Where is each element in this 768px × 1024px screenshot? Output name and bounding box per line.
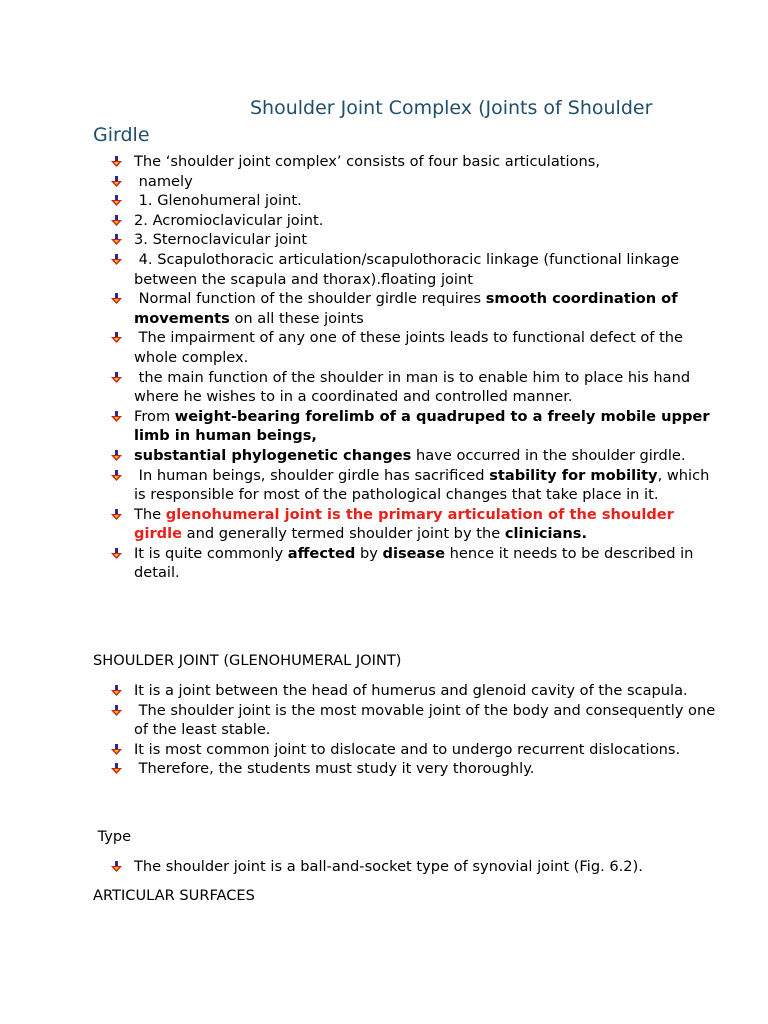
arrow-bullet-icon	[111, 744, 122, 756]
text-run: The ‘shoulder joint complex’ consists of four basic articulations,	[134, 153, 600, 170]
arrow-bullet-icon	[111, 548, 122, 560]
text-run: It is most common joint to dislocate and to undergo recurrent dislocations.	[134, 740, 681, 758]
arrow-bullet-icon	[111, 861, 122, 873]
text-run: 4. Scapulothoracic articulation/scapulothoracic linkage (functional linkage between the scapula and thorax).floating joint	[134, 250, 684, 288]
arrow-bullet-icon	[111, 411, 122, 423]
emphasis-text: affected	[287, 544, 356, 562]
bullet-list-complex	[0, 152, 768, 583]
list-item	[0, 544, 768, 583]
bullet-list-shoulder-joint	[0, 681, 768, 779]
text-run: on all these joints	[229, 309, 364, 327]
text-run: namely	[134, 172, 193, 190]
text-run: The	[134, 505, 166, 523]
list-item	[0, 466, 768, 505]
emphasis-text: clinicians.	[504, 525, 587, 543]
arrow-bullet-icon	[111, 234, 122, 246]
text-run: Normal function of the shoulder girdle requires	[134, 290, 486, 308]
list-item	[0, 505, 768, 544]
text-run: 3. Sternoclavicular joint	[134, 231, 308, 249]
text-run: It is a joint between the head of humerus and glenoid cavity of the scapula.	[134, 682, 688, 699]
text-run: The impairment of any one of these joints leads to functional defect of the whole complex.	[134, 329, 688, 366]
list-item	[0, 211, 768, 231]
text-run: the main function of the shoulder in man is to enable him to place his hand where he wishes to in a coordinated and controlled manner.	[134, 368, 695, 406]
emphasis-text: substantial phylogenetic changes	[134, 446, 412, 464]
text-run: , which is responsible for most of the pathological changes that take place in it.	[134, 466, 715, 504]
list-item	[0, 701, 768, 740]
text-run: From	[134, 407, 175, 425]
page-title: Shoulder Joint Complex (Joints of Shoulder Girdle	[93, 97, 653, 146]
arrow-bullet-icon	[111, 763, 122, 775]
arrow-bullet-icon	[111, 372, 122, 384]
arrow-bullet-icon	[111, 156, 122, 168]
list-item	[0, 407, 768, 446]
section-heading-articular-surfaces: ARTICULAR SURFACES	[93, 887, 255, 904]
arrow-bullet-icon	[111, 293, 122, 305]
list-item	[0, 250, 768, 289]
text-run: by	[355, 544, 383, 562]
section-heading-shoulder-joint: SHOULDER JOINT (GLENOHUMERAL JOINT)	[93, 652, 402, 669]
list-item	[0, 857, 768, 877]
emphasis-text: stability for mobility	[489, 466, 658, 484]
text-run: hence it needs to be described in detail.	[134, 544, 699, 582]
bullet-list-type	[0, 857, 768, 877]
arrow-bullet-icon	[111, 450, 122, 462]
emphasis-text: glenohumeral joint is the primary articulation of the shoulder girdle	[134, 505, 679, 543]
list-item	[0, 328, 768, 367]
text-run: In human beings, shoulder girdle has sacrificed	[134, 466, 490, 484]
text-run: have occurred in the shoulder girdle.	[411, 446, 686, 464]
text-run: The shoulder joint is the most movable joint of the body and consequently one of the least stable.	[134, 701, 720, 739]
text-run: The shoulder joint is a ball-and-socket type of synovial joint (Fig. 6.2).	[134, 858, 643, 875]
list-item	[0, 152, 768, 172]
arrow-bullet-icon	[111, 509, 122, 521]
list-item	[0, 230, 768, 250]
emphasis-text: smooth coordination of movements	[134, 290, 683, 327]
list-item	[0, 368, 768, 407]
list-item	[0, 740, 768, 760]
arrow-bullet-icon	[111, 176, 122, 188]
list-item	[0, 446, 768, 466]
list-item	[0, 172, 768, 192]
list-item	[0, 759, 768, 779]
arrow-bullet-icon	[111, 215, 122, 227]
arrow-bullet-icon	[111, 332, 122, 344]
arrow-bullet-icon	[111, 685, 122, 697]
arrow-bullet-icon	[111, 254, 122, 266]
text-run: 1. Glenohumeral joint.	[134, 192, 302, 210]
section-heading-type: Type	[93, 828, 132, 845]
emphasis-text: weight-bearing forelimb of a quadruped to a freely mobile upper limb in human beings,	[134, 407, 715, 445]
arrow-bullet-icon	[111, 470, 122, 482]
emphasis-text: disease	[382, 544, 445, 562]
list-item	[0, 289, 768, 328]
list-item	[0, 681, 768, 701]
text-run: and generally termed shoulder joint by the	[182, 525, 505, 543]
arrow-bullet-icon	[111, 195, 122, 207]
text-run: It is quite commonly	[134, 544, 288, 562]
list-item	[0, 191, 768, 211]
text-run: 2. Acromioclavicular joint.	[134, 211, 324, 229]
text-run: Therefore, the students must study it very thoroughly.	[134, 760, 535, 778]
arrow-bullet-icon	[111, 705, 122, 717]
